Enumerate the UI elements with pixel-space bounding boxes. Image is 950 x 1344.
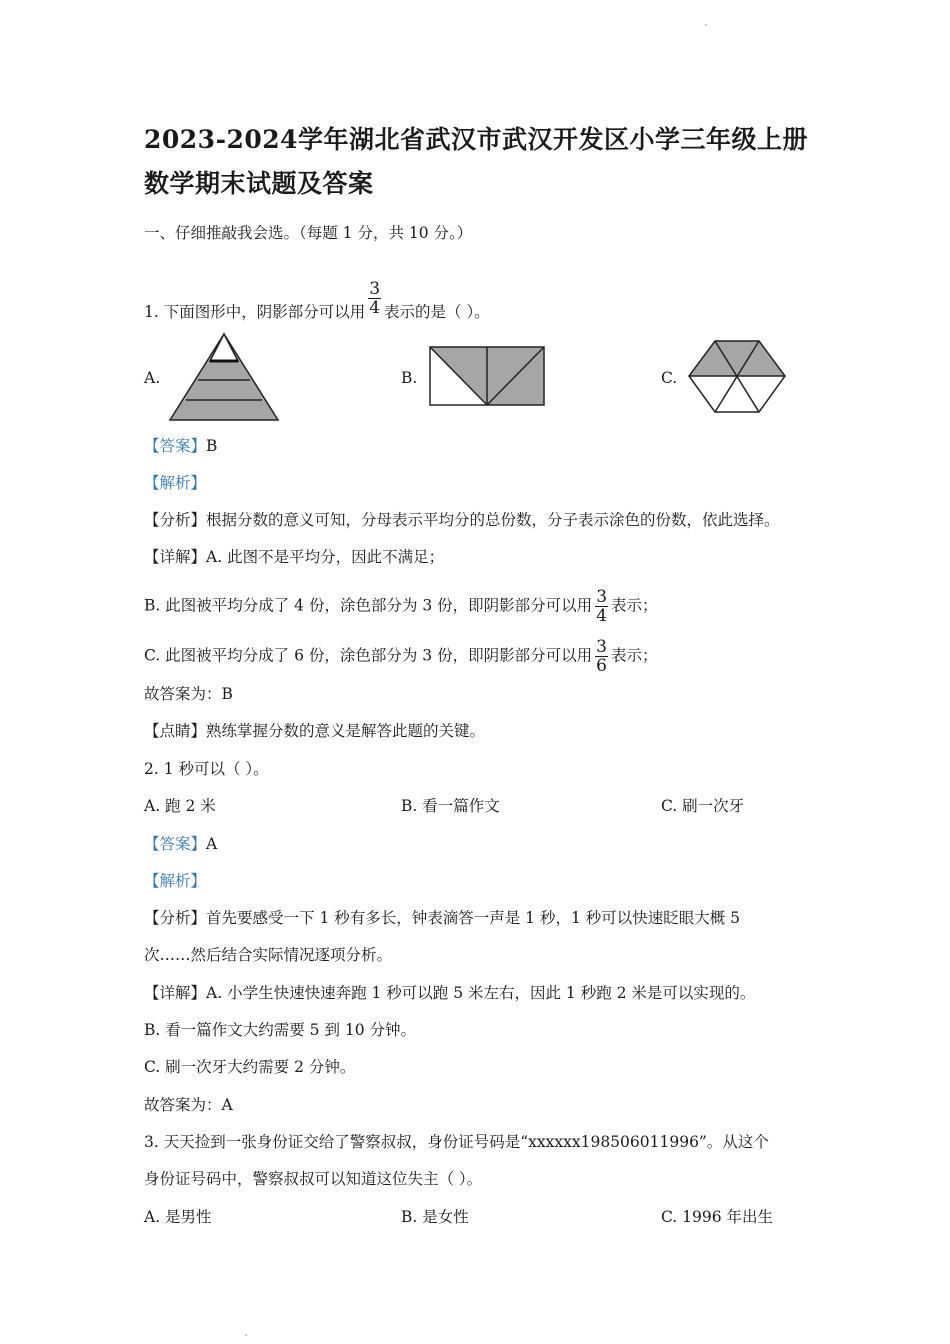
q2-question: 2. 1 秒可以（ ）。 bbox=[144, 760, 269, 778]
q1-answer: 【答案】B bbox=[144, 437, 218, 455]
q1-question: 1. 下面图形中，阴影部分可以用 $\frac{3}{4}$ 表示的是（ ）。 bbox=[144, 279, 490, 321]
q1-fraction: $\frac{3}{4}$ bbox=[369, 279, 381, 318]
q3-option-b: B. 是女性 bbox=[401, 1208, 469, 1226]
q3-option-a: A. 是男性 bbox=[144, 1208, 212, 1226]
page-title: 2023-2024学年湖北省武汉市武汉开发区小学三年级上册数学期末试题及答案 bbox=[144, 125, 809, 198]
q2-conclusion: 故答案为：A bbox=[144, 1096, 233, 1114]
q3-question-line2: 身份证号码中，警察叔叔可以知道这位失主（ ）。 bbox=[144, 1170, 483, 1188]
corner-mark bbox=[705, 24, 707, 26]
q1-option-a-label: A. bbox=[144, 369, 161, 387]
q1-dianjing: 【点睛】熟练掌握分数的意义是解答此题的关键。 bbox=[144, 722, 486, 740]
q1-xiangjie-c: C. 此图被平均分成了 6 份，涂色部分为 3 份，即阴影部分可以用 $\frac{3}{6}$ 表示； bbox=[144, 637, 658, 676]
q1-fenxi: 【分析】根据分数的意义可知，分母表示平均分的总份数，分子表示涂色的份数，依此选择。 bbox=[144, 511, 780, 529]
q2-option-a: A. 跑 2 米 bbox=[144, 797, 216, 815]
q3-question-line1: 3. 天天捡到一张身份证交给了警察叔叔，身份证号码是“xxxxxx198506011996”。从这个 bbox=[144, 1133, 769, 1151]
q1-c-fraction: $\frac{3}{6}$ bbox=[596, 637, 607, 676]
footer-mark bbox=[245, 1334, 247, 1336]
section-heading: 一、仔细推敲我会选。（每题 1 分，共 10 分。） bbox=[144, 224, 473, 242]
q2-fenxi-line2: 次……然后结合实际情况逐项分析。 bbox=[144, 946, 393, 964]
figure-c-hexagon bbox=[686, 339, 788, 415]
q2-fenxi-line1: 【分析】首先要感受一下 1 秒有多长，钟表滴答一声是 1 秒，1 秒可以快速眨眼大概 5 bbox=[144, 909, 741, 927]
q2-xiangjie-b: B. 看一篇作文大约需要 5 到 10 分钟。 bbox=[144, 1021, 417, 1039]
q2-xiangjie-a: 【详解】A. 小学生快速快速奔跑 1 秒可以跑 5 米左右，因此 1 秒跑 2 米是可以实现的。 bbox=[144, 984, 756, 1002]
figure-a-triangle bbox=[168, 332, 280, 422]
figure-b-rectangle bbox=[428, 345, 546, 407]
q1-xiangjie-a: 【详解】A. 此图不是平均分，因此不满足； bbox=[144, 548, 445, 566]
q1-analysis-tag: 【解析】 bbox=[144, 474, 207, 492]
q3-option-c: C. 1996 年出生 bbox=[661, 1208, 774, 1226]
q1-conclusion: 故答案为：B bbox=[144, 685, 233, 703]
q2-xiangjie-c: C. 刷一次牙大约需要 2 分钟。 bbox=[144, 1058, 356, 1076]
q1-xiangjie-b: B. 此图被平均分成了 4 份，涂色部分为 3 份，即阴影部分可以用 $\frac{3}{4}$ 表示； bbox=[144, 587, 658, 626]
q1-option-c-label: C. bbox=[661, 369, 678, 387]
q2-answer: 【答案】A bbox=[144, 835, 218, 853]
q2-option-b: B. 看一篇作文 bbox=[401, 797, 500, 815]
q1-option-b-label: B. bbox=[401, 369, 418, 387]
q1-b-fraction: $\frac{3}{4}$ bbox=[596, 587, 608, 626]
q2-analysis-tag: 【解析】 bbox=[144, 872, 207, 890]
q2-option-c: C. 刷一次牙 bbox=[661, 797, 745, 815]
